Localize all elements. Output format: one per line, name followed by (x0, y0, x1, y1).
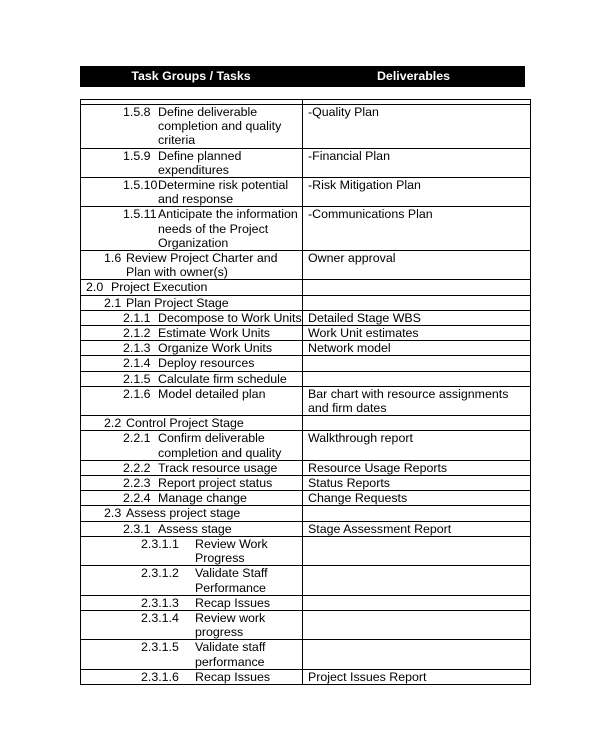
task-number: 2.3 (104, 506, 122, 521)
task-table (80, 99, 531, 685)
task-text: Deploy resources (158, 356, 255, 371)
task-text: Assess project stage (126, 506, 241, 521)
task-text: Validate staff performance (195, 640, 266, 669)
deliverable-cell (303, 536, 531, 565)
task-cell (81, 566, 303, 595)
task-entry (81, 596, 302, 610)
deliverable-cell: Work Unit estimates (303, 326, 531, 341)
task-number: 2.3.1.6 (141, 669, 179, 684)
task-cell (81, 326, 303, 341)
task-text: Calculate firm schedule (158, 371, 287, 386)
table-row (81, 310, 531, 325)
task-number: 2.3.1.5 (141, 640, 179, 655)
task-cell (81, 251, 303, 280)
deliverable-cell: -Quality Plan (303, 105, 531, 149)
table-row (81, 521, 531, 536)
task-number: 2.1.4 (123, 356, 151, 371)
task-text: Review Project Charter and Plan with owner(s) (126, 251, 278, 280)
deliverable-cell: Network model (303, 341, 531, 356)
task-number: 2.1.3 (123, 341, 151, 356)
table-row (81, 356, 531, 371)
table-row (81, 178, 531, 207)
task-number: 2.3.1.4 (141, 610, 179, 625)
deliverable-cell: -Risk Mitigation Plan (303, 178, 531, 207)
task-number: 2.3.1.3 (141, 595, 179, 610)
task-number: 2.1.1 (123, 310, 151, 325)
deliverable-cell (303, 416, 531, 431)
task-cell (81, 416, 303, 431)
task-text: Estimate Work Units (158, 326, 270, 341)
deliverable-cell (303, 295, 531, 310)
task-entry (81, 506, 302, 520)
task-text: Define planned expenditures (158, 148, 242, 177)
task-text: Plan Project Stage (126, 295, 229, 310)
task-cell (81, 669, 303, 684)
table-row (81, 105, 531, 149)
task-text: Validate Staff Performance (195, 566, 268, 595)
task-number: 2.2.2 (123, 460, 151, 475)
task-entry (81, 326, 302, 340)
task-cell (81, 491, 303, 506)
task-cell (81, 178, 303, 207)
task-cell (81, 295, 303, 310)
task-text: Confirm deliverable completion and quality (158, 431, 282, 460)
table-row (81, 148, 531, 177)
task-text: Anticipate the information needs of the Project Organization (158, 207, 298, 250)
task-text: Define deliverable completion and quality criteria (158, 105, 282, 148)
deliverable-cell: Stage Assessment Report (303, 521, 531, 536)
task-entry (81, 207, 302, 250)
table-row (81, 295, 531, 310)
table-row (81, 640, 531, 669)
task-entry (81, 537, 302, 565)
task-entry (81, 461, 302, 475)
task-cell (81, 595, 303, 610)
deliverable-cell: Bar chart with resource assignments and firm dates (303, 386, 531, 415)
table-row (81, 476, 531, 491)
deliverable-cell: Resource Usage Reports (303, 460, 531, 475)
task-entry (81, 356, 302, 370)
task-entry (81, 341, 302, 355)
task-entry (81, 522, 302, 536)
column-header-deliverables: Deliverables (376, 69, 450, 83)
deliverable-cell (303, 506, 531, 521)
task-text: Determine risk potential and response (158, 178, 289, 207)
task-number: 1.5.10 (123, 178, 158, 193)
deliverable-cell: Owner approval (303, 251, 531, 280)
task-cell (81, 341, 303, 356)
deliverable-cell (303, 356, 531, 371)
task-number: 1.5.8 (123, 105, 151, 119)
task-number: 2.2.3 (123, 476, 151, 491)
table-row (81, 386, 531, 415)
task-cell (81, 610, 303, 639)
task-entry (81, 280, 302, 294)
table-row (81, 536, 531, 565)
task-cell (81, 460, 303, 475)
deliverable-cell (303, 280, 531, 295)
table-row (81, 566, 531, 595)
table-row (81, 416, 531, 431)
task-cell (81, 371, 303, 386)
task-entry (81, 566, 302, 594)
task-cell (81, 386, 303, 415)
deliverable-cell: -Communications Plan (303, 207, 531, 251)
task-entry (81, 105, 302, 148)
task-number: 1.5.9 (123, 148, 151, 163)
task-entry (81, 611, 302, 639)
task-text: Model detailed plan (158, 386, 266, 401)
deliverable-cell (303, 610, 531, 639)
task-text: Assess stage (158, 521, 232, 536)
task-text: Recap Issues (195, 669, 271, 684)
deliverable-cell: Project Issues Report (303, 669, 531, 684)
table-row (81, 326, 531, 341)
deliverable-cell: -Financial Plan (303, 148, 531, 177)
task-entry (81, 372, 302, 386)
task-entry (81, 311, 302, 325)
deliverable-cell: Status Reports (303, 476, 531, 491)
task-number: 2.1 (104, 295, 122, 310)
task-number: 2.2.1 (123, 431, 151, 446)
task-entry (81, 640, 302, 668)
task-text: Review work progress (195, 610, 266, 640)
deliverable-cell (303, 371, 531, 386)
task-entry (81, 296, 302, 310)
deliverable-cell: Walkthrough report (303, 431, 531, 460)
table-row (81, 669, 531, 684)
table-row (81, 610, 531, 639)
task-text: Decompose to Work Units (158, 310, 302, 325)
task-text: Manage change (158, 491, 247, 506)
task-cell (81, 536, 303, 565)
task-number: 2.1.6 (123, 386, 151, 401)
task-cell (81, 105, 303, 149)
task-cell (81, 640, 303, 669)
task-number: 2.2.4 (123, 491, 151, 506)
task-number: 1.6 (104, 251, 122, 266)
task-text: Recap Issues (195, 595, 271, 610)
table-row (81, 371, 531, 386)
task-number: 2.1.5 (123, 371, 151, 386)
task-cell (81, 476, 303, 491)
column-header-tasks: Task Groups / Tasks (131, 69, 251, 83)
table-row (81, 280, 531, 295)
deliverable-cell: Detailed Stage WBS (303, 310, 531, 325)
task-number: 2.3.1.1 (141, 536, 179, 551)
deliverable-cell (303, 595, 531, 610)
table-row (81, 207, 531, 251)
table-row (81, 506, 531, 521)
task-number: 2.2 (104, 416, 122, 431)
task-number: 2.3.1.2 (141, 566, 179, 581)
task-cell (81, 521, 303, 536)
task-entry (81, 476, 302, 490)
task-cell (81, 431, 303, 460)
deliverable-cell (303, 640, 531, 669)
task-entry (81, 251, 302, 279)
task-number: 2.1.2 (123, 326, 151, 341)
table-row (81, 431, 531, 460)
task-cell (81, 280, 303, 295)
task-number: 2.0 (86, 280, 104, 295)
table-header (80, 66, 525, 87)
task-entry (81, 178, 302, 206)
task-text: Track resource usage (158, 460, 278, 475)
task-entry (81, 670, 302, 684)
deliverable-cell (303, 566, 531, 595)
task-cell (81, 506, 303, 521)
task-entry (81, 149, 302, 177)
task-number: 2.3.1 (123, 521, 151, 536)
task-entry (81, 431, 302, 459)
task-text: Review Work Progress (195, 536, 268, 566)
task-entry (81, 416, 302, 430)
task-cell (81, 356, 303, 371)
task-text: Organize Work Units (158, 341, 273, 356)
table-row (81, 595, 531, 610)
task-text: Report project status (158, 476, 273, 491)
task-entry (81, 491, 302, 505)
task-number: 1.5.11 (123, 207, 157, 222)
table-row (81, 460, 531, 475)
task-cell (81, 310, 303, 325)
task-text: Project Execution (111, 280, 208, 295)
deliverable-cell: Change Requests (303, 491, 531, 506)
table-row (81, 341, 531, 356)
task-text: Control Project Stage (126, 416, 244, 431)
table-row (81, 251, 531, 280)
task-cell (81, 148, 303, 177)
task-cell (81, 207, 303, 251)
table-row (81, 491, 531, 506)
task-entry (81, 387, 302, 401)
